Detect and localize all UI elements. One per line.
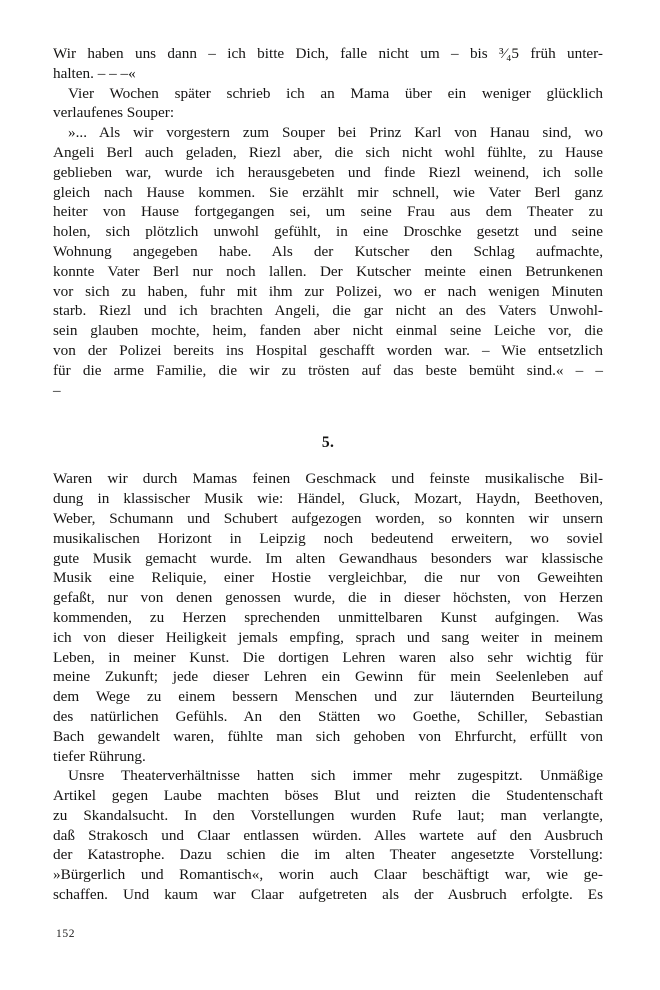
text-line: sein glauben mochte, heim, fanden aber nicht einmal seine Leiche vor, die [53,322,603,340]
text-line: Vier Wochen später schrieb ich an Mama über ein weniger glücklich [68,84,603,102]
text-line: konnte Vater Berl nur noch lallen. Der Kutscher meinte einen Betrunkenen [53,262,603,280]
text-line: für die arme Familie, die wir zu trösten auf das beste bemüht sind.« – – [53,361,603,379]
text-line: Unsre Theaterverhältnisse hatten sich immer mehr zugespitzt. Unmäßige [68,767,603,785]
text-line: daß Strakosch und Claar entlassen würden. Alles wartete auf den Ausbruch [53,826,603,844]
section-heading: 5. [321,434,335,452]
text-line: »... Als wir vorgestern zum Souper bei Prinz Karl von Hanau sind, wo [68,124,603,142]
text-line: gefaßt, nur von denen genossen wurde, die in dieser höchsten, von Herzen [53,589,603,607]
text-line: Musik eine Reliquie, einer Hostie vergleichbar, die nur von Geweihten [53,569,603,587]
text-line: Wir haben uns dann – ich bitte Dich, falle nicht um – bis ³⁄₄5 früh unter- [53,45,603,62]
text-line: halten. – – –« [53,64,136,82]
paragraph [53,84,603,124]
text-line: starb. Riezl und ich brachten Angeli, die gar nicht an des Vaters Unwohl- [53,302,603,320]
text-line: heiter von Hause fortgegangen sei, um seine Frau aus dem Theater zu [53,203,603,221]
text-line: meine Zukunft; jede dieser Lehren ein Gewinn für mein Seelenleben auf [53,668,603,686]
text-line: Leben, in meiner Kunst. Die dortigen Lehren waren also sehr wichtig für [53,648,603,666]
text-line: Weber, Schumann und Schubert aufgezogen worden, so konnten wir unsern [53,509,603,527]
text-line: verlaufenes Souper: [53,104,175,122]
text-line: – [53,381,61,399]
text-line: Angeli Berl auch geladen, Riezl aber, die sich nicht wohl fühlte, zu Hause [53,143,603,161]
text-line: gleich nach Hause kommen. Sie erzählt mir schnell, wie Vater Berl ganz [53,183,603,201]
text-line: der Katastrophe. Dazu schien die im alten Theater angesetzte Vorstellung: [53,846,603,864]
text-line: zu Skandalsucht. In den Vorstellungen wurden Rufe laut; man verlangte, [53,806,603,824]
text-line: geblieben war, wurde ich herausgebeten und finde Riezl weinend, ich solle [53,163,603,181]
text-line: Bach gewandelt waren, fühlte man sich gehoben von Ehrfurcht, erfüllt von [53,727,603,745]
text-line: kommenden, zu Herzen sprechenden unmittelbaren Kunst aufgingen. Was [53,608,603,626]
text-line: ich von dieser Heiligkeit jemals empfing, sprach und sang weiter in meinem [53,628,603,646]
text-line: des natürlichen Gefühls. An den Stätten wo Goethe, Schiller, Sebastian [53,707,603,725]
paragraph [53,123,603,400]
text-line: schaffen. Und kaum war Claar aufgetreten als der Ausbruch erfolgte. Es [53,886,603,904]
page-number: 152 [56,928,76,940]
text-line: vor sich zu haben, fuhr mit ihm zur Polizei, wo er nach wenigen Minuten [53,282,603,300]
text-line: »Bürgerlich und Romantisch«, worin auch Claar beschäftigt war, wie ge- [53,866,603,884]
text-line: dem Wege zu einem bessern Menschen und zur läuternden Beurteilung [53,688,603,706]
text-line: musikalischen Horizont in Leipzig noch bedeutend erweitern, wo soviel [53,529,603,547]
text-line: dung in klassischer Musik wie: Händel, Gluck, Mozart, Haydn, Beethoven, [53,490,603,508]
text-line: tiefer Rührung. [53,747,146,765]
text-line: holen, sich plötzlich unwohl gefühlt, in eine Droschke gesetzt und seine [53,223,603,241]
text-line: von der Polizei bereits ins Hospital geschafft worden war. – Wie entsetzlich [53,341,603,359]
text-line: Artikel gegen Laube machten böses Blut und reizten die Studentenschaft [53,787,603,805]
paragraph [53,44,603,84]
text-line: Waren wir durch Mamas feinen Geschmack und feinste musikalische Bil- [53,470,603,488]
text-line: Wohnung angegeben habe. Als der Kutscher den Schlag aufmachte, [53,242,603,260]
paragraph [53,469,603,766]
text-block [53,44,603,905]
text-line: gute Musik gemacht wurde. Im alten Gewandhaus besonders war klassische [53,549,603,567]
paragraph [53,766,603,905]
